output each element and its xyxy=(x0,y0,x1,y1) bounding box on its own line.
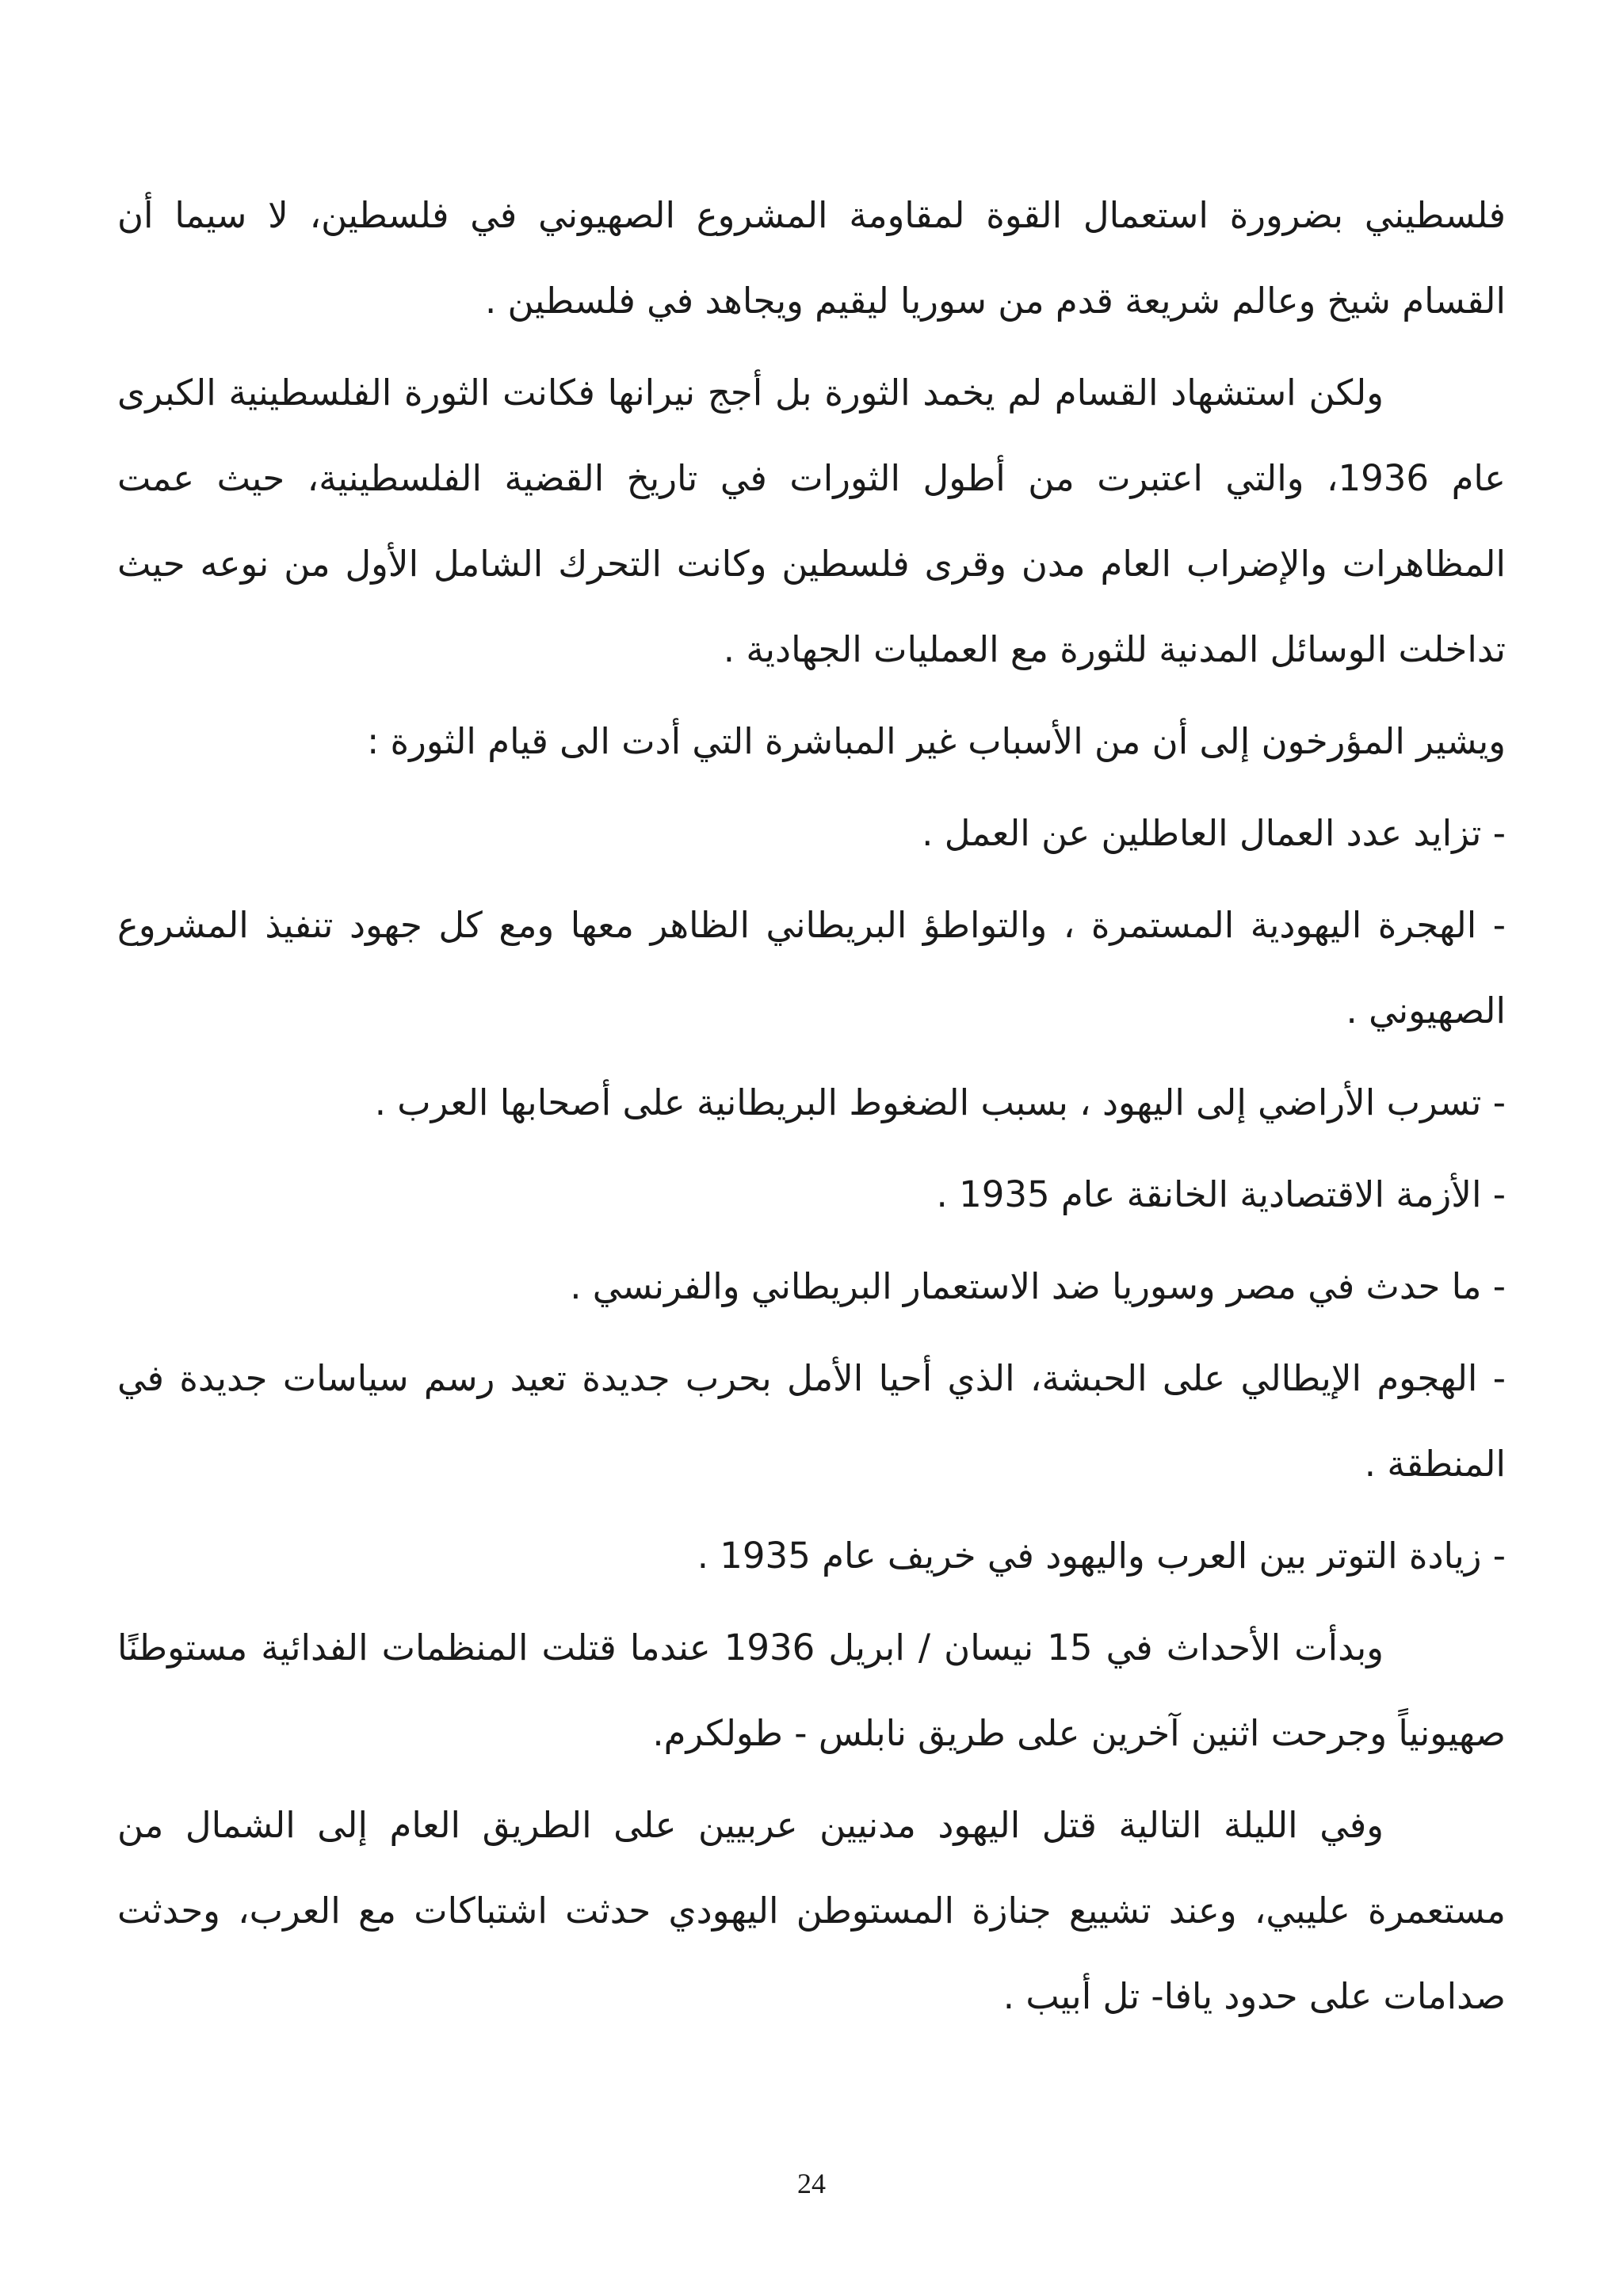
list-item-2: - الهجرة اليهودية المستمرة ، والتواطؤ البريطاني الظاهر معها ومع كل جهود تنفيذ المشروع الصهيوني . xyxy=(117,904,1506,1032)
page-number: 24 xyxy=(797,2168,826,2199)
list-item-4: - الأزمة الاقتصادية الخانقة عام 1935 . xyxy=(936,1173,1506,1215)
paragraph-1: فلسطيني بضرورة استعمال القوة لمقاومة المشروع الصهيوني في فلسطين، لا سيما أن القسام شيخ وعالم شريعة قدم من سوريا ليقيم ويجاهد في فلسطين . xyxy=(117,194,1506,322)
paragraph-4: وبدأت الأحداث في 15 نيسان / ابريل 1936 عندما قتلت المنظمات الفدائية مستوطنًا صهيونياً وجرحت اثنين آخرين على طريق نابلس - طولكرم. xyxy=(117,1627,1506,1754)
list-item-3: - تسرب الأراضي إلى اليهود ، بسبب الضغوط البريطانية على أصحابها العرب . xyxy=(374,1081,1506,1123)
paragraph-3: ويشير المؤرخون إلى أن من الأسباب غير المباشرة التي أدت الى قيام الثورة : xyxy=(367,720,1506,762)
paragraph-2: ولكن استشهاد القسام لم يخمد الثورة بل أجج نيرانها فكانت الثورة الفلسطينية الكبرى عام 1936، والتي اعتبرت من أطول الثورات في تاريخ القضية الفلسطينية، حيث عمت المظاهرات والإضراب العام مدن وقرى فلسطين وكانت التحرك الشامل الأول من نوعه حيث تداخلت الوسائل المدنية للثورة مع العمليات الجهادية . xyxy=(117,372,1506,670)
list-item-6: - الهجوم الإيطالي على الحبشة، الذي أحيا الأمل بحرب جديدة تعيد رسم سياسات جديدة في المنطقة . xyxy=(117,1357,1506,1485)
page-body xyxy=(117,173,1506,2046)
list-item-7: - زيادة التوتر بين العرب واليهود في خريف عام 1935 . xyxy=(697,1535,1506,1577)
paragraph-5: وفي الليلة التالية قتل اليهود مدنيين عربيين على الطريق العام إلى الشمال من مستعمرة عليبي، وعند تشييع جنازة المستوطن اليهودي حدثت اشتباكات مع العرب، وحدثت صدامات على حدود يافا- تل أبيب . xyxy=(117,1804,1506,2017)
list-item-5: - ما حدث في مصر وسوريا ضد الاستعمار البريطاني والفرنسي . xyxy=(570,1265,1506,1307)
list-item-1: - تزايد عدد العمال العاطلين عن العمل . xyxy=(922,812,1506,854)
